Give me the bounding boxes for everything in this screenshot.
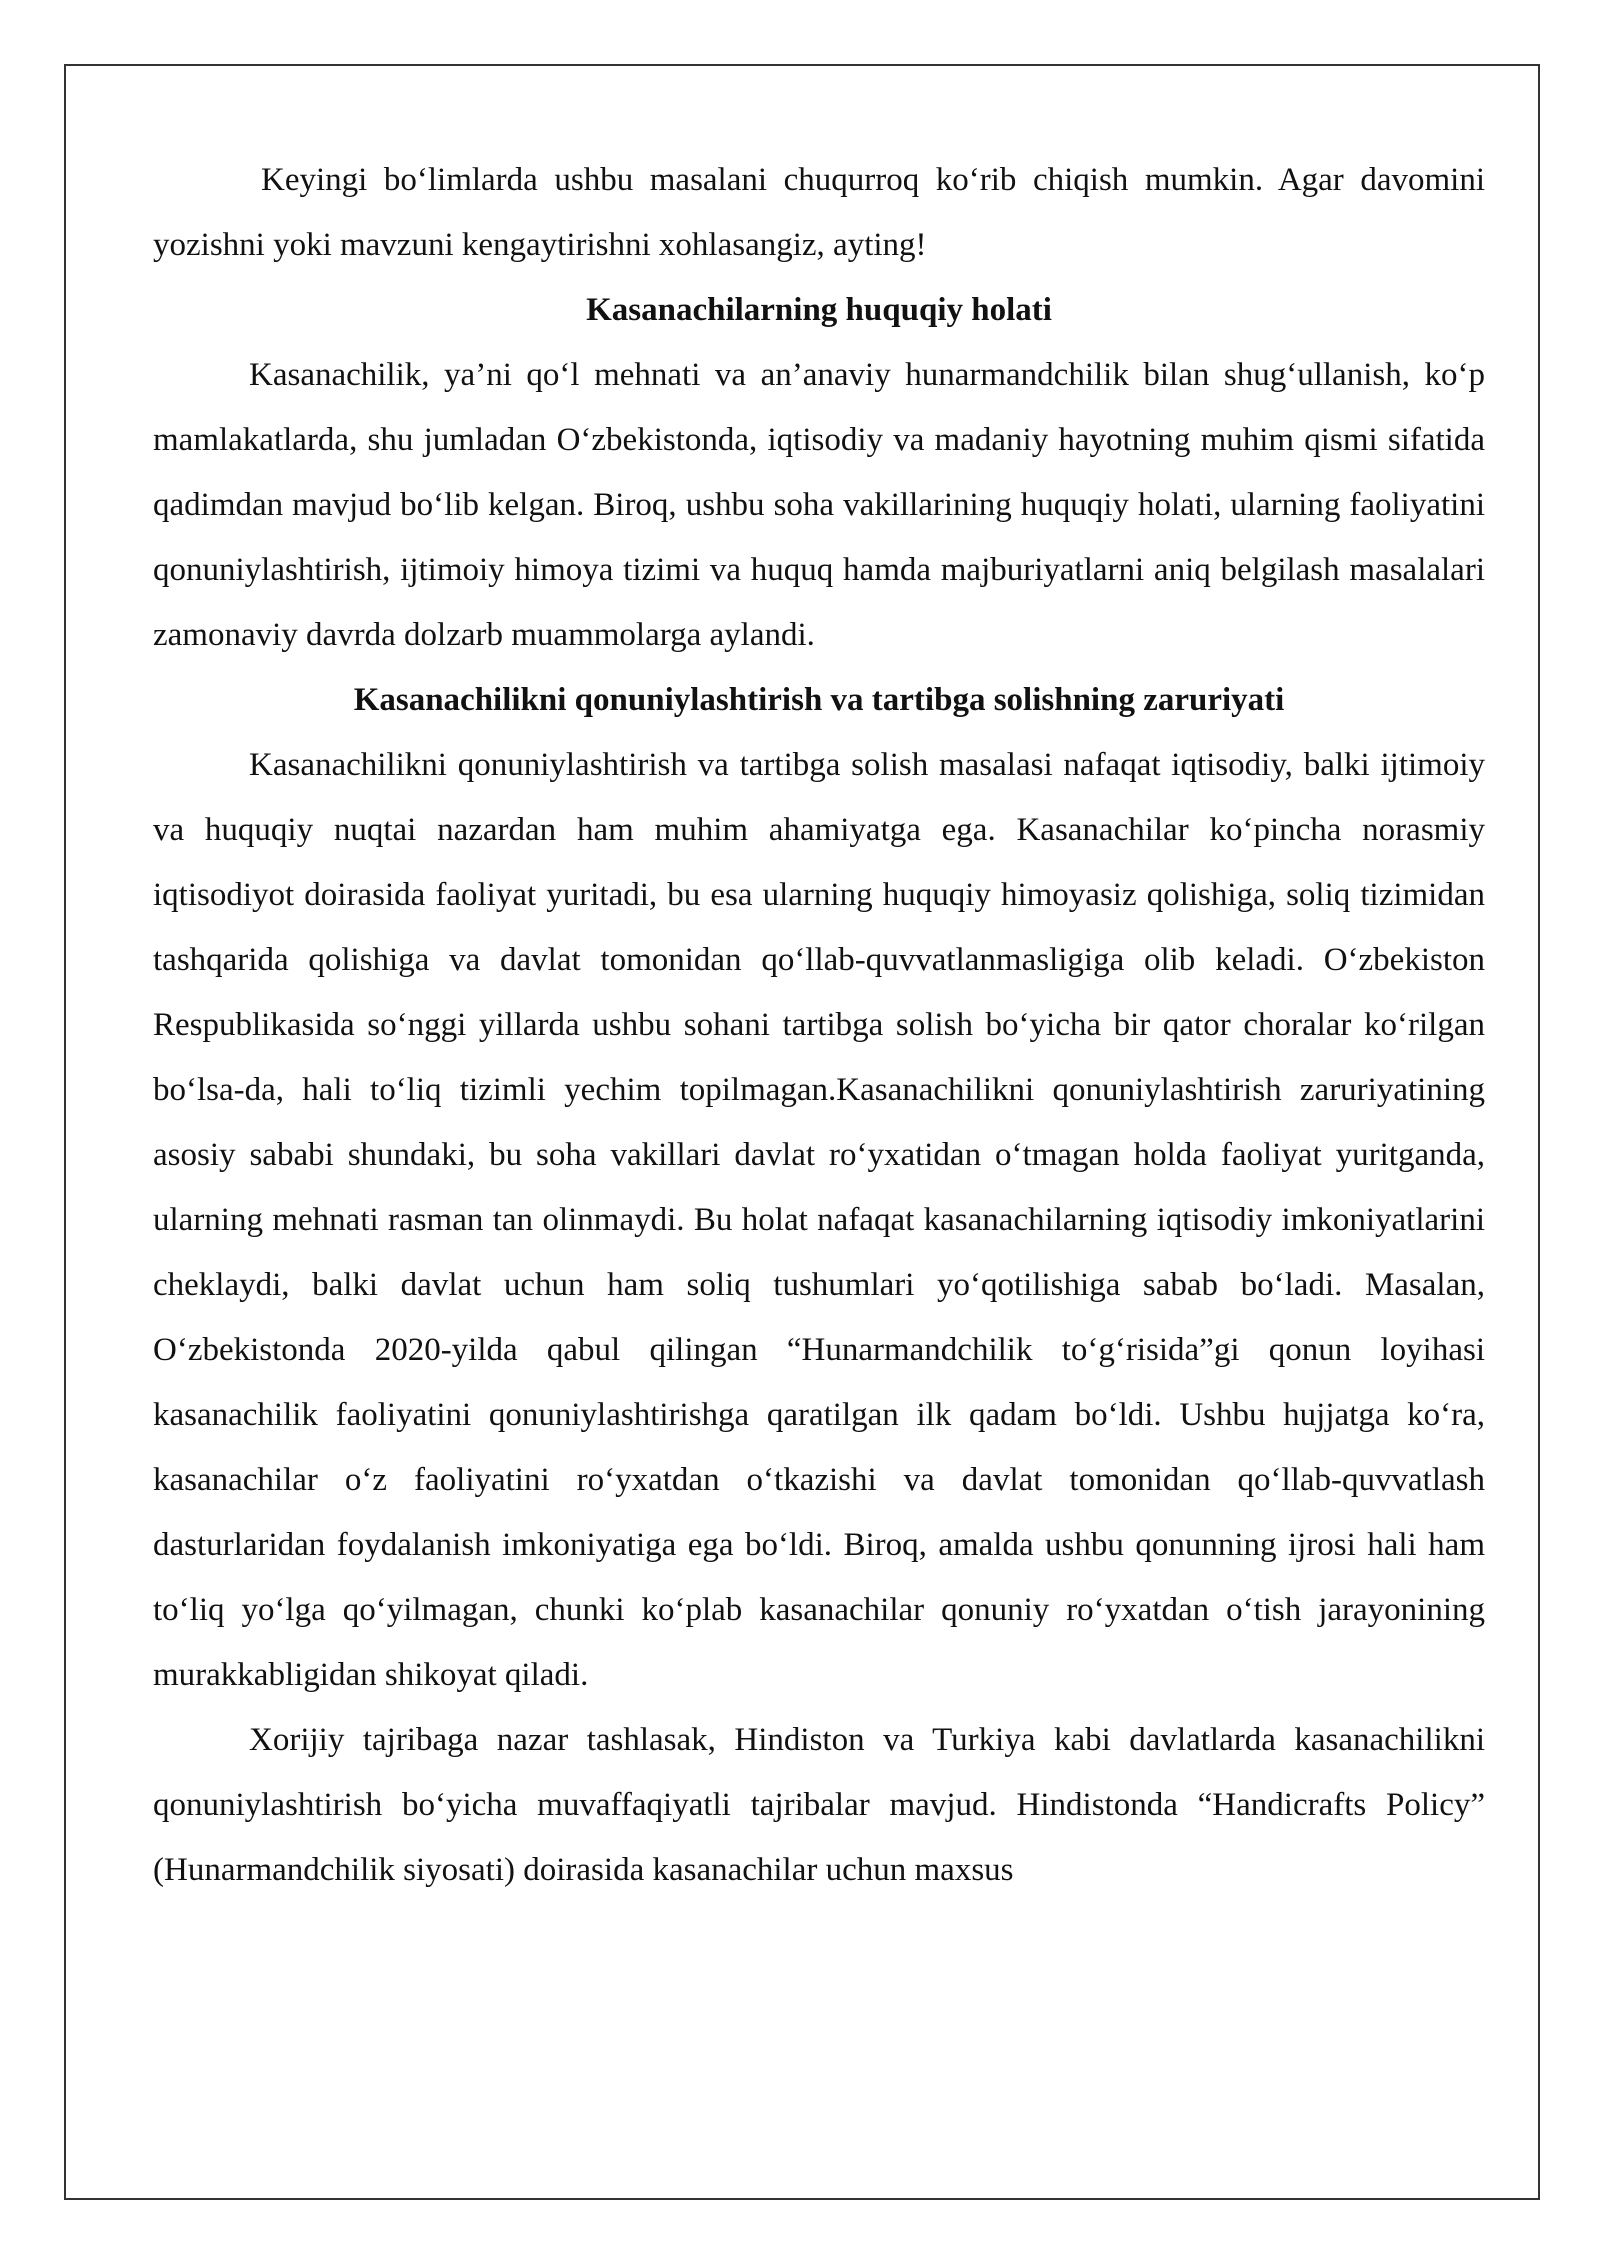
paragraph-intro: Keyingi bo‘limlarda ushbu masalani chuqurroq ko‘rib chiqish mumkin. Agar davomini yozishni yoki mavzuni kengaytirishni xohlasangiz, ayting! (153, 162, 1485, 263)
paragraph-legalization-necessity: Kasanachilikni qonuniylashtirish va tartibga solish masalasi nafaqat iqtisodiy, balki ijtimoiy va huquqiy nuqtai nazardan ham muhim ahamiyatga ega. Kasanachilar ko‘pincha norasmiy iqtisodiyot doirasida faoliyat yuritadi, bu esa ularning huquqiy himoyasiz qolishiga, soliq tizimidan tashqarida qolishiga va davlat tomonidan qo‘llab-quvvatlanmasligiga olib keladi. O‘zbekiston Respublikasida so‘nggi yillarda ushbu sohani tartibga solish bo‘yicha bir qator choralar ko‘rilgan bo‘lsa-da, hali to‘liq tizimli yechim topilmagan.Kasanachilikni qonuniylashtirish zaruriyatining asosiy sababi shundaki, bu soha vakillari davlat ro‘yxatidan o‘tmagan holda faoliyat yuritganda, ularning mehnati rasman tan olinmaydi. Bu holat nafaqat kasanachilarning iqtisodiy imkoniyatlarini cheklaydi, balki davlat uchun ham soliq tushumlari yo‘qotilishiga sabab bo‘ladi. Masalan, O‘zbekistonda 2020-yilda qabul qilingan “Hunarmandchilik to‘g‘risida”gi qonun loyihasi kasanachilik faoliyatini qonuniylashtirishga qaratilgan ilk qadam bo‘ldi. Ushbu hujjatga ko‘ra, kasanachilar o‘z faoliyatini ro‘yxatdan o‘tkazishi va davlat tomonidan qo‘llab-quvvatlash dasturlaridan foydalanish imkoniyatiga ega bo‘ldi. Biroq, amalda ushbu qonunning ijrosi hali ham to‘liq yo‘lga qo‘yilmagan, chunki ko‘plab kasanachilar qonuniy ro‘yxatdan o‘tish jarayonining murakkabligidan shikoyat qiladi. (153, 747, 1485, 1693)
document-body (153, 148, 1485, 1903)
paragraph-foreign-experience: Xorijiy tajribaga nazar tashlasak, Hindiston va Turkiya kabi davlatlarda kasanachilikni qonuniylashtirish bo‘yicha muvaffaqiyatli tajribalar mavjud. Hindistonda “Handicrafts Policy” (Hunarmandchilik siyosati) doirasida kasanachilar uchun maxsus (153, 1722, 1485, 1888)
heading-legalization-necessity: Kasanachilikni qonuniylashtirish va tartibga solishning zaruriyati (353, 682, 1285, 718)
paragraph-legal-status: Kasanachilik, ya’ni qo‘l mehnati va an’anaviy hunarmandchilik bilan shug‘ullanish, ko‘p mamlakatlarda, shu jumladan O‘zbekistonda, iqtisodiy va madaniy hayotning muhim qismi sifatida qadimdan mavjud bo‘lib kelgan. Biroq, ushbu soha vakillarining huquqiy holati, ularning faoliyatini qonuniylashtirish, ijtimoiy himoya tizimi va huquq hamda majburiyatlarni aniq belgilash masalalari zamonaviy davrda dolzarb muammolarga aylandi. (153, 357, 1485, 653)
heading-legal-status: Kasanachilarning huquqiy holati (586, 292, 1052, 328)
